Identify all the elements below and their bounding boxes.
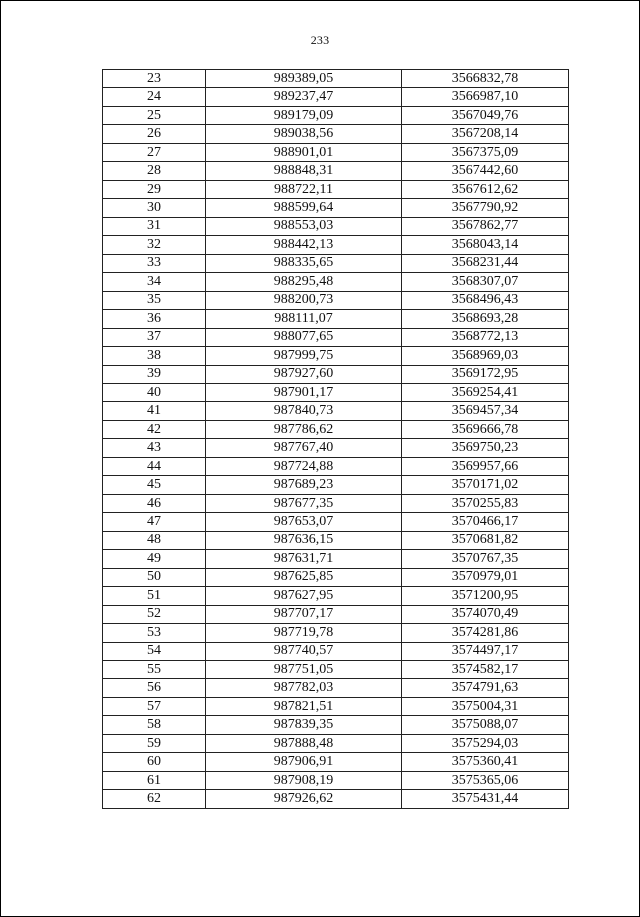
point-number-cell: 40 bbox=[103, 383, 206, 401]
x-coordinate-cell: 987821,51 bbox=[206, 697, 402, 715]
x-coordinate-cell: 987625,85 bbox=[206, 568, 402, 586]
point-number-cell: 46 bbox=[103, 494, 206, 512]
coordinates-table bbox=[102, 69, 569, 809]
table-row bbox=[103, 771, 569, 789]
x-coordinate-cell: 988200,73 bbox=[206, 291, 402, 309]
point-number-cell: 59 bbox=[103, 734, 206, 752]
table-row bbox=[103, 199, 569, 217]
x-coordinate-cell: 987888,48 bbox=[206, 734, 402, 752]
point-number-cell: 51 bbox=[103, 587, 206, 605]
point-number-cell: 31 bbox=[103, 217, 206, 235]
y-coordinate-cell: 3570466,17 bbox=[402, 513, 569, 531]
table-row bbox=[103, 439, 569, 457]
x-coordinate-cell: 988077,65 bbox=[206, 328, 402, 346]
y-coordinate-cell: 3574582,17 bbox=[402, 661, 569, 679]
point-number-cell: 27 bbox=[103, 143, 206, 161]
y-coordinate-cell: 3574281,86 bbox=[402, 624, 569, 642]
table-row bbox=[103, 513, 569, 531]
x-coordinate-cell: 987786,62 bbox=[206, 420, 402, 438]
x-coordinate-cell: 987840,73 bbox=[206, 402, 402, 420]
table-row bbox=[103, 273, 569, 291]
y-coordinate-cell: 3570681,82 bbox=[402, 531, 569, 549]
point-number-cell: 55 bbox=[103, 661, 206, 679]
y-coordinate-cell: 3569666,78 bbox=[402, 420, 569, 438]
table-row bbox=[103, 457, 569, 475]
point-number-cell: 36 bbox=[103, 310, 206, 328]
point-number-cell: 35 bbox=[103, 291, 206, 309]
point-number-cell: 58 bbox=[103, 716, 206, 734]
table-row bbox=[103, 494, 569, 512]
y-coordinate-cell: 3568043,14 bbox=[402, 236, 569, 254]
table-row bbox=[103, 291, 569, 309]
table-row bbox=[103, 383, 569, 401]
y-coordinate-cell: 3569457,34 bbox=[402, 402, 569, 420]
point-number-cell: 52 bbox=[103, 605, 206, 623]
x-coordinate-cell: 988848,31 bbox=[206, 162, 402, 180]
y-coordinate-cell: 3567612,62 bbox=[402, 180, 569, 198]
x-coordinate-cell: 988111,07 bbox=[206, 310, 402, 328]
table-row bbox=[103, 125, 569, 143]
table-row bbox=[103, 420, 569, 438]
point-number-cell: 28 bbox=[103, 162, 206, 180]
x-coordinate-cell: 989237,47 bbox=[206, 88, 402, 106]
x-coordinate-cell: 988295,48 bbox=[206, 273, 402, 291]
x-coordinate-cell: 987906,91 bbox=[206, 753, 402, 771]
point-number-cell: 32 bbox=[103, 236, 206, 254]
point-number-cell: 34 bbox=[103, 273, 206, 291]
y-coordinate-cell: 3575365,06 bbox=[402, 771, 569, 789]
table-row bbox=[103, 476, 569, 494]
point-number-cell: 42 bbox=[103, 420, 206, 438]
table-row bbox=[103, 753, 569, 771]
x-coordinate-cell: 988442,13 bbox=[206, 236, 402, 254]
x-coordinate-cell: 987926,62 bbox=[206, 790, 402, 808]
point-number-cell: 48 bbox=[103, 531, 206, 549]
table-row bbox=[103, 143, 569, 161]
y-coordinate-cell: 3567375,09 bbox=[402, 143, 569, 161]
y-coordinate-cell: 3575294,03 bbox=[402, 734, 569, 752]
point-number-cell: 39 bbox=[103, 365, 206, 383]
y-coordinate-cell: 3567790,92 bbox=[402, 199, 569, 217]
point-number-cell: 37 bbox=[103, 328, 206, 346]
table-row bbox=[103, 217, 569, 235]
table-row bbox=[103, 106, 569, 124]
x-coordinate-cell: 987636,15 bbox=[206, 531, 402, 549]
table-row bbox=[103, 716, 569, 734]
point-number-cell: 24 bbox=[103, 88, 206, 106]
y-coordinate-cell: 3569750,23 bbox=[402, 439, 569, 457]
point-number-cell: 23 bbox=[103, 70, 206, 88]
y-coordinate-cell: 3570171,02 bbox=[402, 476, 569, 494]
table-row bbox=[103, 734, 569, 752]
x-coordinate-cell: 989179,09 bbox=[206, 106, 402, 124]
table-row bbox=[103, 347, 569, 365]
point-number-cell: 26 bbox=[103, 125, 206, 143]
point-number-cell: 49 bbox=[103, 550, 206, 568]
table-row bbox=[103, 402, 569, 420]
point-number-cell: 41 bbox=[103, 402, 206, 420]
table-row bbox=[103, 180, 569, 198]
x-coordinate-cell: 987653,07 bbox=[206, 513, 402, 531]
point-number-cell: 30 bbox=[103, 199, 206, 217]
y-coordinate-cell: 3569254,41 bbox=[402, 383, 569, 401]
table-row bbox=[103, 605, 569, 623]
y-coordinate-cell: 3566832,78 bbox=[402, 70, 569, 88]
point-number-cell: 43 bbox=[103, 439, 206, 457]
y-coordinate-cell: 3575360,41 bbox=[402, 753, 569, 771]
y-coordinate-cell: 3568496,43 bbox=[402, 291, 569, 309]
point-number-cell: 45 bbox=[103, 476, 206, 494]
x-coordinate-cell: 989389,05 bbox=[206, 70, 402, 88]
x-coordinate-cell: 988722,11 bbox=[206, 180, 402, 198]
y-coordinate-cell: 3574070,49 bbox=[402, 605, 569, 623]
y-coordinate-cell: 3570255,83 bbox=[402, 494, 569, 512]
table-row bbox=[103, 531, 569, 549]
x-coordinate-cell: 987782,03 bbox=[206, 679, 402, 697]
y-coordinate-cell: 3575431,44 bbox=[402, 790, 569, 808]
x-coordinate-cell: 989038,56 bbox=[206, 125, 402, 143]
x-coordinate-cell: 988599,64 bbox=[206, 199, 402, 217]
table-row bbox=[103, 328, 569, 346]
point-number-cell: 54 bbox=[103, 642, 206, 660]
x-coordinate-cell: 987740,57 bbox=[206, 642, 402, 660]
x-coordinate-cell: 987767,40 bbox=[206, 439, 402, 457]
table-row bbox=[103, 88, 569, 106]
x-coordinate-cell: 987707,17 bbox=[206, 605, 402, 623]
y-coordinate-cell: 3570767,35 bbox=[402, 550, 569, 568]
x-coordinate-cell: 988901,01 bbox=[206, 143, 402, 161]
y-coordinate-cell: 3569172,95 bbox=[402, 365, 569, 383]
point-number-cell: 56 bbox=[103, 679, 206, 697]
y-coordinate-cell: 3570979,01 bbox=[402, 568, 569, 586]
x-coordinate-cell: 987999,75 bbox=[206, 347, 402, 365]
point-number-cell: 44 bbox=[103, 457, 206, 475]
x-coordinate-cell: 987677,35 bbox=[206, 494, 402, 512]
y-coordinate-cell: 3568969,03 bbox=[402, 347, 569, 365]
y-coordinate-cell: 3567442,60 bbox=[402, 162, 569, 180]
point-number-cell: 47 bbox=[103, 513, 206, 531]
y-coordinate-cell: 3575088,07 bbox=[402, 716, 569, 734]
table-row bbox=[103, 642, 569, 660]
page-number: 233 bbox=[310, 33, 330, 47]
y-coordinate-cell: 3567862,77 bbox=[402, 217, 569, 235]
y-coordinate-cell: 3568772,13 bbox=[402, 328, 569, 346]
x-coordinate-cell: 987689,23 bbox=[206, 476, 402, 494]
table-row bbox=[103, 162, 569, 180]
x-coordinate-cell: 988553,03 bbox=[206, 217, 402, 235]
y-coordinate-cell: 3568307,07 bbox=[402, 273, 569, 291]
y-coordinate-cell: 3567208,14 bbox=[402, 125, 569, 143]
table-row bbox=[103, 624, 569, 642]
x-coordinate-cell: 987631,71 bbox=[206, 550, 402, 568]
point-number-cell: 25 bbox=[103, 106, 206, 124]
y-coordinate-cell: 3575004,31 bbox=[402, 697, 569, 715]
coordinates-table-body bbox=[103, 70, 569, 809]
point-number-cell: 61 bbox=[103, 771, 206, 789]
table-row bbox=[103, 568, 569, 586]
y-coordinate-cell: 3574791,63 bbox=[402, 679, 569, 697]
table-row bbox=[103, 661, 569, 679]
table-row bbox=[103, 790, 569, 808]
y-coordinate-cell: 3566987,10 bbox=[402, 88, 569, 106]
table-row bbox=[103, 697, 569, 715]
y-coordinate-cell: 3568231,44 bbox=[402, 254, 569, 272]
point-number-cell: 57 bbox=[103, 697, 206, 715]
y-coordinate-cell: 3571200,95 bbox=[402, 587, 569, 605]
y-coordinate-cell: 3574497,17 bbox=[402, 642, 569, 660]
point-number-cell: 50 bbox=[103, 568, 206, 586]
x-coordinate-cell: 987927,60 bbox=[206, 365, 402, 383]
x-coordinate-cell: 987724,88 bbox=[206, 457, 402, 475]
x-coordinate-cell: 987751,05 bbox=[206, 661, 402, 679]
point-number-cell: 38 bbox=[103, 347, 206, 365]
table-row bbox=[103, 587, 569, 605]
point-number-cell: 33 bbox=[103, 254, 206, 272]
y-coordinate-cell: 3567049,76 bbox=[402, 106, 569, 124]
table-row bbox=[103, 550, 569, 568]
table-row bbox=[103, 365, 569, 383]
x-coordinate-cell: 987839,35 bbox=[206, 716, 402, 734]
point-number-cell: 60 bbox=[103, 753, 206, 771]
x-coordinate-cell: 987908,19 bbox=[206, 771, 402, 789]
point-number-cell: 29 bbox=[103, 180, 206, 198]
table-row bbox=[103, 310, 569, 328]
point-number-cell: 53 bbox=[103, 624, 206, 642]
y-coordinate-cell: 3568693,28 bbox=[402, 310, 569, 328]
y-coordinate-cell: 3569957,66 bbox=[402, 457, 569, 475]
x-coordinate-cell: 988335,65 bbox=[206, 254, 402, 272]
point-number-cell: 62 bbox=[103, 790, 206, 808]
x-coordinate-cell: 987627,95 bbox=[206, 587, 402, 605]
table-row bbox=[103, 254, 569, 272]
table-row bbox=[103, 70, 569, 88]
x-coordinate-cell: 987719,78 bbox=[206, 624, 402, 642]
table-row bbox=[103, 679, 569, 697]
x-coordinate-cell: 987901,17 bbox=[206, 383, 402, 401]
table-row bbox=[103, 236, 569, 254]
